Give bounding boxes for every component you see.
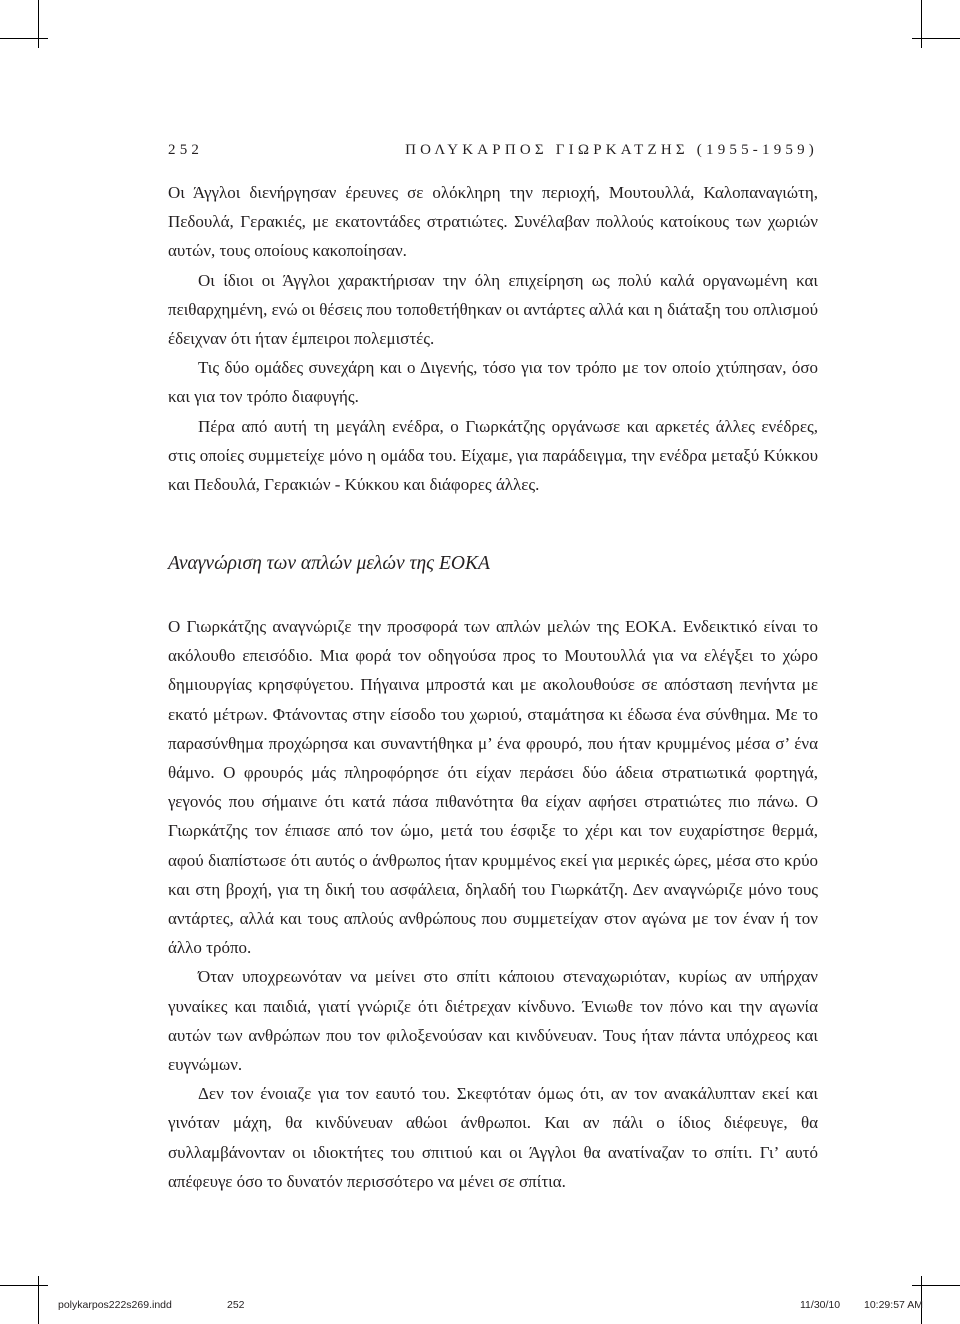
crop-mark-left-top [0,38,48,39]
paragraph: Οι ίδιοι οι Άγγλοι χαρακτήρισαν την όλη επιχείρηση ως πολύ καλά οργανωμένη και πειθαρχημένη, ενώ οι θέσεις που τοποθετήθηκαν οι αντάρτες αλλά και η διάταξη του οπλισμού έδειχναν ότι ήταν έμπειροι πολεμιστές. [168,270,818,349]
paragraph: Οι Άγγλοι διενήργησαν έρευνες σε ολόκληρη την περιοχή, Μουτουλλά, Καλοπαναγιώτη, Πεδουλά, Γερακιές, με εκατοντάδες στρατιώτες. Συνέλαβαν πολλούς κατοίκους των χωριών αυτών, τους οποίους κακοποίησαν. [168,183,818,261]
crop-mark-right-bottom [912,1285,960,1286]
running-title: ΠΟΛΥΚΑΡΠΟΣ ΓΙΩΡΚΑΤΖΗΣ (1955-1959) [405,142,818,158]
slug-filename: polykarpos222s269.indd [58,1299,172,1311]
slug-page: 252 [227,1299,245,1311]
crop-mark-top-left [38,0,39,48]
section-text [168,612,818,1196]
crop-mark-bottom-left [38,1276,39,1324]
slug-date: 11/30/10 [800,1299,841,1311]
paragraph: Δεν τον ένοιαζε για τον εαυτό του. Σκεφτόταν όμως ότι, αν τον ανακάλυπταν εκεί και γινόταν μάχη, θα κινδύνευαν αθώοι άνθρωποι. Και αν πάλι ο ίδιος διέφευγε, θα συλλαμβάνονταν οι ιδιοκτήτες του σπιτιού και οι Άγγλοι θα ανατίναζαν το σπίτι. Γι’ αυτό απέφευγε όσο το δυνατόν περισσότερο να μένει σε σπίτια. [168,1084,818,1191]
slug-time: 10:29:57 AM [864,1299,923,1311]
section-heading: Αναγνώριση των απλών μελών της ΕΟΚΑ [168,553,490,574]
paragraph: Ο Γιωρκάτζης αναγνώριζε την προσφορά των απλών μελών της ΕΟΚΑ. Ενδεικτικό είναι το ακόλουθο επεισόδιο. Μια φορά τον οδηγούσα προς το Μουτουλλά για να ελέγξει το χώρο δημιουργίας κρησφύγετου. Πήγαινα μπροστά και με ακολουθούσε σε απόσταση πενήντα με εκατό μέτρων. Φτάνοντας στην είσοδο του χωριού, σταμάτησα κι έδωσα ένα σύνθημα. Με το παρασύνθημα προχώρησα και συναντήθηκα μ’ ένα φρουρό, που ήταν κρυμμένος μέσα σ’ ένα θάμνο. Ο φρουρός μάς πληροφόρησε ότι είχαν περάσει δύο άδεια στρατιωτικά φορτηγά, γεγονός που σήμαινε ότι κατά πάσα πιθανότητα θα είχαν αφήσει στρατιώτες πιο πάνω. Ο Γιωρκάτζης τον έπιασε από τον ώμο, μετά του έσφιξε το χέρι και τον ευχαρίστησε θερμά, αφού διαπίστωσε ότι αυτός ο άνθρωπος ήταν κρυμμένος εκεί για μερικές ώρες, μέσα στο κρύο και στη βροχή, για τη δική του ασφάλεια, δηλαδή του Γιωρκάτζη. Δεν αναγνώριζε μόνο τους αντάρτες, αλλά και τους απλούς ανθρώπους που συμμετείχαν στον αγώνα με τον έναν ή τον άλλο τρόπο. [168,617,818,958]
paragraph: Τις δύο ομάδες συνεχάρη και ο Διγενής, τόσο για τον τρόπο με τον οποίο χτύπησαν, όσο και για τον τρόπο διαφυγής. [168,358,818,407]
crop-mark-right-top [912,38,960,39]
paragraph: Πέρα από αυτή τη μεγάλη ενέδρα, ο Γιωρκάτζης οργάνωσε και αρκετές άλλες ενέδρες, στις οποίες συμμετείχε μόνο η ομάδα του. Είχαμε, για παράδειγμα, την ενέδρα μεταξύ Κύκκου και Πεδουλά, Γερακιών - Κύκκου και διάφορες άλλες. [168,416,818,495]
page-number: 252 [168,142,204,158]
paragraph: Όταν υποχρεωνόταν να μείνει στο σπίτι κάποιου στεναχωριόταν, κυρίως αν υπήρχαν γυναίκες και παιδιά, γιατί γνώριζε ότι διέτρεχαν κίνδυνο. Ένιωθε τον πόνο και την αγωνία αυτών των ανθρώπων που τον φιλοξενούσαν και κινδύνευαν. Τους ήταν πάντα υπόχρεος και ευγνώμων. [168,967,818,1075]
crop-mark-left-bottom [0,1285,48,1286]
crop-mark-top-right [921,0,922,48]
intro-text [168,178,818,499]
